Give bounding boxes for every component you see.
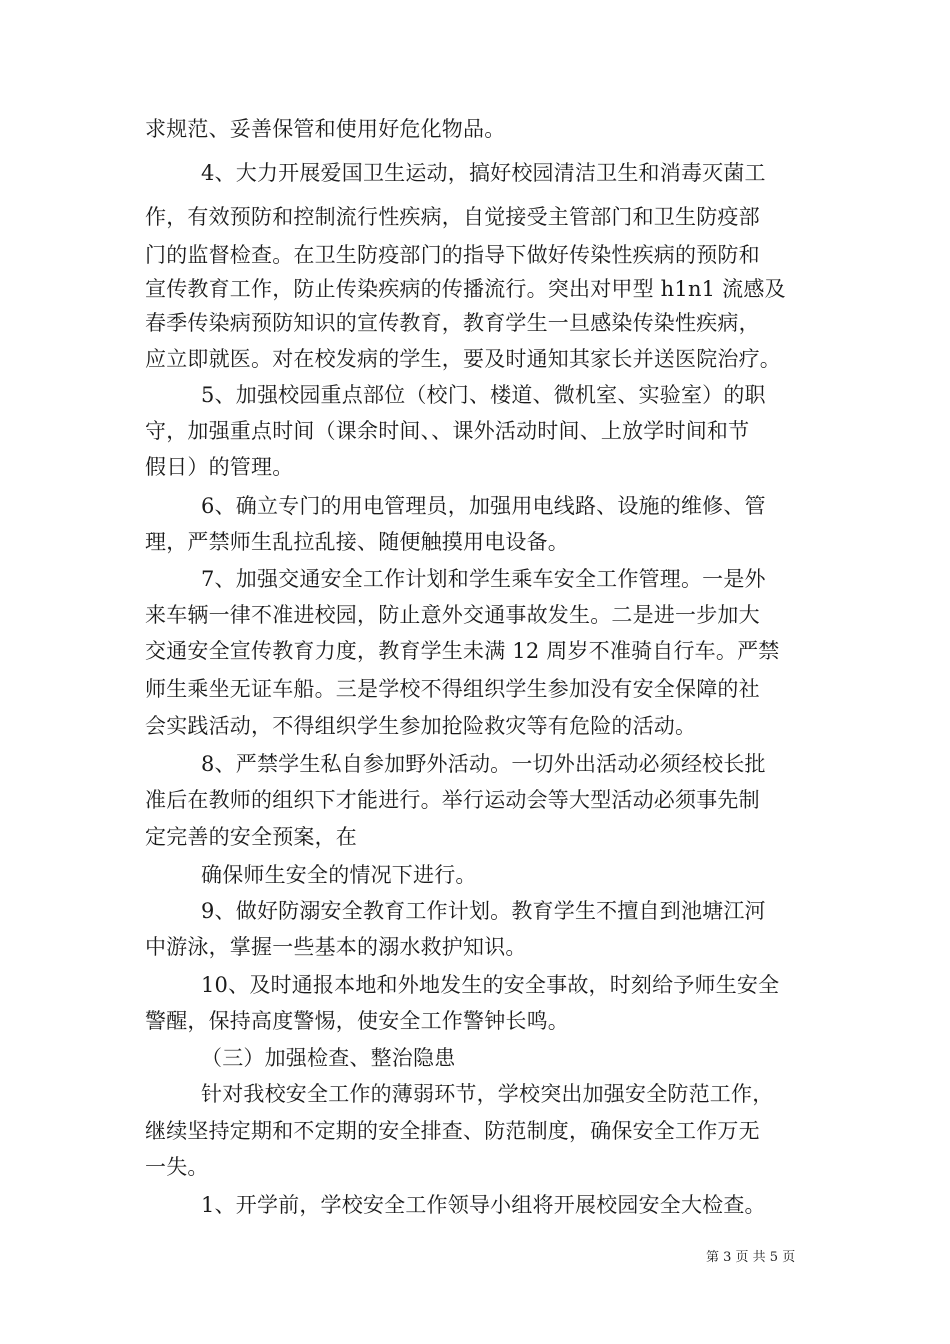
text-line: 门的监督检查。在卫生防疫部门的指导下做好传染性疾病的预防和 — [145, 243, 760, 267]
paragraph-10-line-1: 10、及时通报本地和外地发生的安全事故，时刻给予师生安全 — [201, 973, 780, 997]
paragraph-1-line-1: 1、开学前，学校安全工作领导小组将开展校园安全大检查。 — [201, 1193, 766, 1217]
text-line: 警醒，保持高度警惕，使安全工作警钟长鸣。 — [145, 1009, 569, 1033]
text-line: 准后在教师的组织下才能进行。举行运动会等大型活动必须事先制 — [145, 788, 760, 812]
section-heading: （三）加强检查、整治隐患 — [201, 1046, 456, 1070]
text-line: 应立即就医。对在校发病的学生，要及时通知其家长并送医院治疗。 — [145, 347, 781, 371]
text-line: 春季传染病预防知识的宣传教育，教育学生一旦感染传染性疾病， — [145, 311, 760, 335]
text-line: 来车辆一律不准进校园，防止意外交通事故发生。二是进一步加大 — [145, 603, 760, 627]
paragraph-4-line-1: 4、大力开展爱国卫生运动，搞好校园清洁卫生和消毒灭菌工 — [201, 161, 766, 185]
text-line: 确保师生安全的情况下进行。 — [201, 863, 477, 887]
paragraph-6-line-1: 6、确立专门的用电管理员，加强用电线路、设施的维修、管 — [201, 494, 766, 518]
paragraph-7-line-1: 7、加强交通安全工作计划和学生乘车安全工作管理。一是外 — [201, 567, 766, 591]
text-line: 会实践活动，不得组织学生参加抢险救灾等有危险的活动。 — [145, 714, 697, 738]
text-line: 中游泳，掌握一些基本的溺水救护知识。 — [145, 935, 527, 959]
text-line: 继续坚持定期和不定期的安全排查、防范制度，确保安全工作万无 — [145, 1119, 760, 1143]
text-line: 定完善的安全预案，在 — [145, 825, 357, 849]
text-line: 作，有效预防和控制流行性疾病，自觉接受主管部门和卫生防疫部 — [145, 205, 760, 229]
intro-paragraph-line-1: 针对我校安全工作的薄弱环节，学校突出加强安全防范工作， — [201, 1082, 774, 1106]
text-line: 交通安全宣传教育力度，教育学生未满 12 周岁不准骑自行车。严禁 — [145, 639, 780, 663]
text-line: 宣传教育工作，防止传染疾病的传播流行。突出对甲型 h1n1 流感及 — [145, 277, 786, 301]
paragraph-8-line-1: 8、严禁学生私自参加野外活动。一切外出活动必须经校长批 — [201, 752, 766, 776]
text-line: 理，严禁师生乱拉乱接、随便触摸用电设备。 — [145, 530, 569, 554]
paragraph-5-line-1: 5、加强校园重点部位（校门、楼道、微机室、实验室）的职 — [201, 383, 766, 407]
text-line: 守，加强重点时间（课余时间、、课外活动时间、上放学时间和节 — [145, 419, 750, 443]
text-line: 假日）的管理。 — [145, 455, 294, 479]
paragraph-9-line-1: 9、做好防溺安全教育工作计划。教育学生不擅自到池塘江河 — [201, 899, 766, 923]
text-line: 求规范、妥善保管和使用好危化物品。 — [145, 117, 506, 141]
page-number: 第 3 页 共 5 页 — [706, 1250, 796, 1265]
text-line: 一失。 — [145, 1155, 209, 1179]
text-line: 师生乘坐无证车船。三是学校不得组织学生参加没有安全保障的社 — [145, 677, 760, 701]
